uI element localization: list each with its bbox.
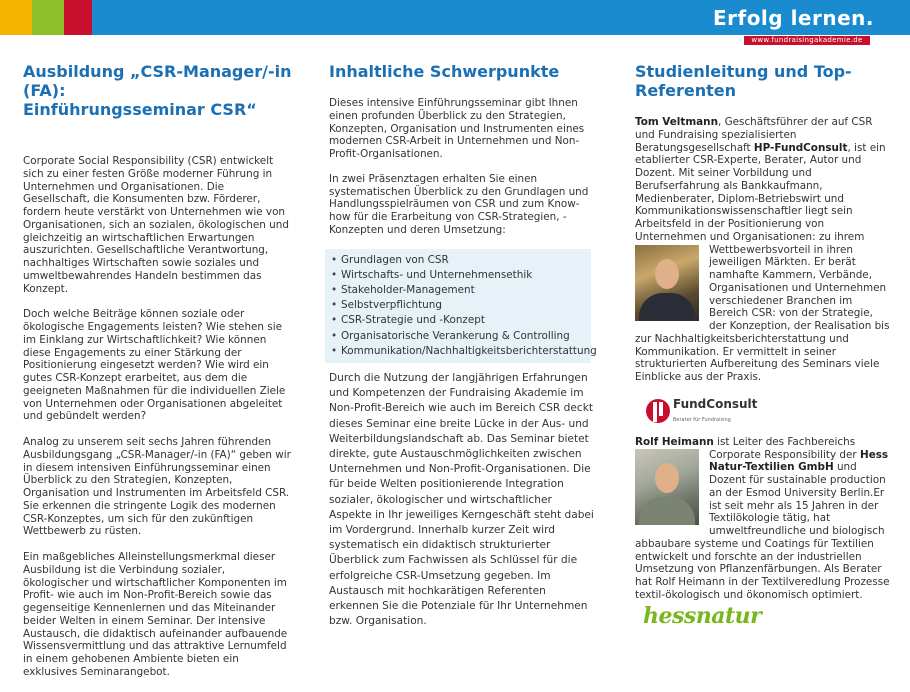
topic-item: • Wirtschafts- und Unternehmensethik	[329, 268, 591, 283]
focus-intro-1: Dieses intensive Einführungsseminar gibt Ihnen einen profunden Überblick zu den Strategien, Konzepten, Organisation und Instrumenten eines modernen CSR-Arbeit in Unternehmen und Non-Profit-Organisationen.	[329, 97, 585, 160]
topic-item: • Organisatorische Verankerung & Controlling	[329, 329, 591, 344]
speaker-name: Tom Veltmann	[635, 116, 718, 128]
course-title	[23, 62, 293, 119]
topic-item: • Selbstverpflichtung	[329, 298, 591, 313]
course-title-line1: Ausbildung „CSR-Manager/-in (FA):	[23, 62, 292, 100]
fundconsult-name: FundConsult	[673, 396, 758, 411]
green-swatch	[32, 0, 64, 35]
bio-text: , Geschäftsführer der auf CSR und Fundraising spezialisierten Beratungsgesellschaft	[635, 116, 873, 154]
fundconsult-sub: Berater für Fundraising	[673, 416, 731, 423]
section-title-speakers: Studienleitung und Top-Referenten	[635, 62, 852, 100]
content-column	[329, 62, 597, 629]
section-title-focus: Inhaltliche Schwerpunkte	[329, 62, 560, 81]
focus-body: Durch die Nutzung der langjährigen Erfahrungen und Kompetenzen der Fundraising Akademie im Non-Profit-Bereich wie auch im Bereich CSR deckt dieses Seminar eine breite Lücke in der Aus- und Weiterbildungslandschaft ab. Das Seminar bietet direkte, gute Austauschmöglichkeiten zwischen Unternehmen und Non-Profit-Organisationen. Die für beide Welten positionierende Integration sozialer, ökologischer und wirtschaftlicher Aspekte in Ihr jeweiliges Kerngeschäft steht dabei im Vordergrund. Innerhalb kurzer Zeit wird systematisch ein didaktisch strukturierter Überblick zum Fachwissen als Schlüssel für die erfolgreiche CSR-Umsetzung gegeben. Im Austausch mit hochkarätigen Referenten erkennen Sie die Potenziale für Ihr Unternehmen bzw. Organisation.	[329, 371, 594, 628]
speaker-name: Rolf Heimann	[635, 435, 714, 448]
company-name: HP-FundConsult	[753, 141, 848, 154]
hessnatur-logo: hessnatur	[643, 602, 762, 629]
paragraph-csr: Corporate Social Responsibility (CSR) entwickelt sich zu einer festen Größe moderner Führung in Unternehmen und Organisationen. Die Gesellschaft, die Konsumenten bzw. Förderer, fordern heute verstärkt von Unternehmen wie von Organisationen, sich an sozialen, ökologischen und gleichzeitig an wirtschaftlichen Erwartungen auszurichten. Gesellschaftliche Verantwortung, nachhaltiges Wirtschaften sowie soziales und umweltbewahrendes Handeln bestimmen das Konzept.	[23, 155, 289, 295]
topic-item: • Stakeholder-Management	[329, 283, 591, 298]
red-swatch	[64, 0, 92, 35]
fundconsult-logo	[645, 396, 890, 428]
topic-item: • CSR-Strategie und -Konzept	[329, 313, 591, 328]
company-name: Hess Natur-Textilien GmbH	[709, 448, 889, 474]
focus-intro-2: In zwei Präsenztagen erhalten Sie einen systematischen Überblick zu den Grundlagen und Handlungsspielräumen von CSR und zum Know-how für die Erarbeitung von CSR-Strategien, -Konzepten und deren Umsetzung:	[329, 172, 589, 236]
paragraph-usp: Ein maßgebliches Alleinstellungsmerkmal dieser Ausbildung ist die Verbindung sozialer, ökologischer und wirtschaftlicher Komponenten im Profit- wie auch im Non-Profit-Bereich sowie das gegenseitige Kennenlernen und das Miteinander beider Welten in einem Seminar. Der intensive Austausch, die didaktisch aufeinander aufbauende Wissensvermittlung und das attraktive Lernumfeld in einem gehobenen Ambiente bieten ein exklusives Seminarangebot.	[23, 551, 288, 678]
course-title-line2: Einführungsseminar CSR“	[23, 100, 257, 119]
intro-column	[23, 62, 293, 692]
fundconsult-mark-icon	[645, 396, 671, 426]
bio-text: ist Leiter des Fachbereichs Corporate Responsibility der	[709, 435, 860, 461]
speakers-column	[635, 62, 890, 629]
topics-box	[325, 249, 597, 363]
yellow-swatch	[0, 0, 32, 35]
portrait-veltmann	[635, 245, 699, 321]
paragraph-questions: Doch welche Beiträge können soziale oder ökologische Engagements leisten? Wie stehen sie im Einklang zur Wirtschaftlichkeit? Wie können diese Engagements zu einer Stärkung der Positionierung eingesetzt werden? Wie wird ein gutes CSR-Konzept erarbeitet, aus dem die geeigneten Maßnahmen für die individuellen Ziele von Unternehmen oder Organisationen abgeleitet und gebündelt werden?	[23, 308, 286, 423]
paragraph-analog: Analog zu unserem seit sechs Jahren führenden Ausbildungsgang „CSR-Manager/-in (FA)“ geben wir in diesem intensiven Einführungsseminar einen Überblick zu den Strategien, Konzepten, Organisation und Instrumenten im Arbeitsfeld CSR. Sie erkennen die stringente Logik des modernen CSR-Konzeptes, um sich für den zukünftigen Wettbewerb zu rüsten.	[23, 436, 291, 538]
topic-item: • Kommunikation/Nachhaltigkeitsberichterstattung	[329, 344, 591, 359]
tagline: Erfolg lernen.	[712, 6, 874, 30]
bio-text: und Dozent für sustainable production an der Esmod University Berlin.Er ist seit mehr als 15 Jahren in der Textilökologie tätig, hat umweltfreundliche und biologisch abbaubare systeme und Coatings für Textilien entwickelt und forschte an der industriellen Umsetzung von Pflanzenfärbungen. Als Berater hat Rolf Heimann in der Textilveredlung Prozesse textil-ökologisch und ökonomisch optimiert.	[635, 461, 890, 601]
website-link[interactable]: www.fundraisingakademie.de	[744, 36, 870, 45]
topic-item: • Grundlagen von CSR	[329, 253, 591, 268]
portrait-heimann	[635, 449, 699, 525]
bio-text: , ist ein etablierter CSR-Experte, Berater, Autor und Dozent. Mit seiner Vorbildung und Berufserfahrung als Bankkaufmann, Medienberater, Diplom-Betriebswirt und Kommunikationswissenschaftler liegt sein Arbeitsfeld in der Positionierung von Unternehmen und Organisationen: zu ihrem Wettbewerbsvorteil in ihren jeweiligen Märkten. Er berät namhafte Kammern, Verbände, Organisationen und Unternehmen verschiedener Branchen im Bereich CSR: von der Strategie, der Konzeption, der Realisation bis zur Nachhaltigkeitsberichterstattung und Kommunikation. Er vermittelt in seiner strukturierten Aufbereitung des Seminars viele Einblicke aus der Praxis.	[635, 141, 890, 383]
